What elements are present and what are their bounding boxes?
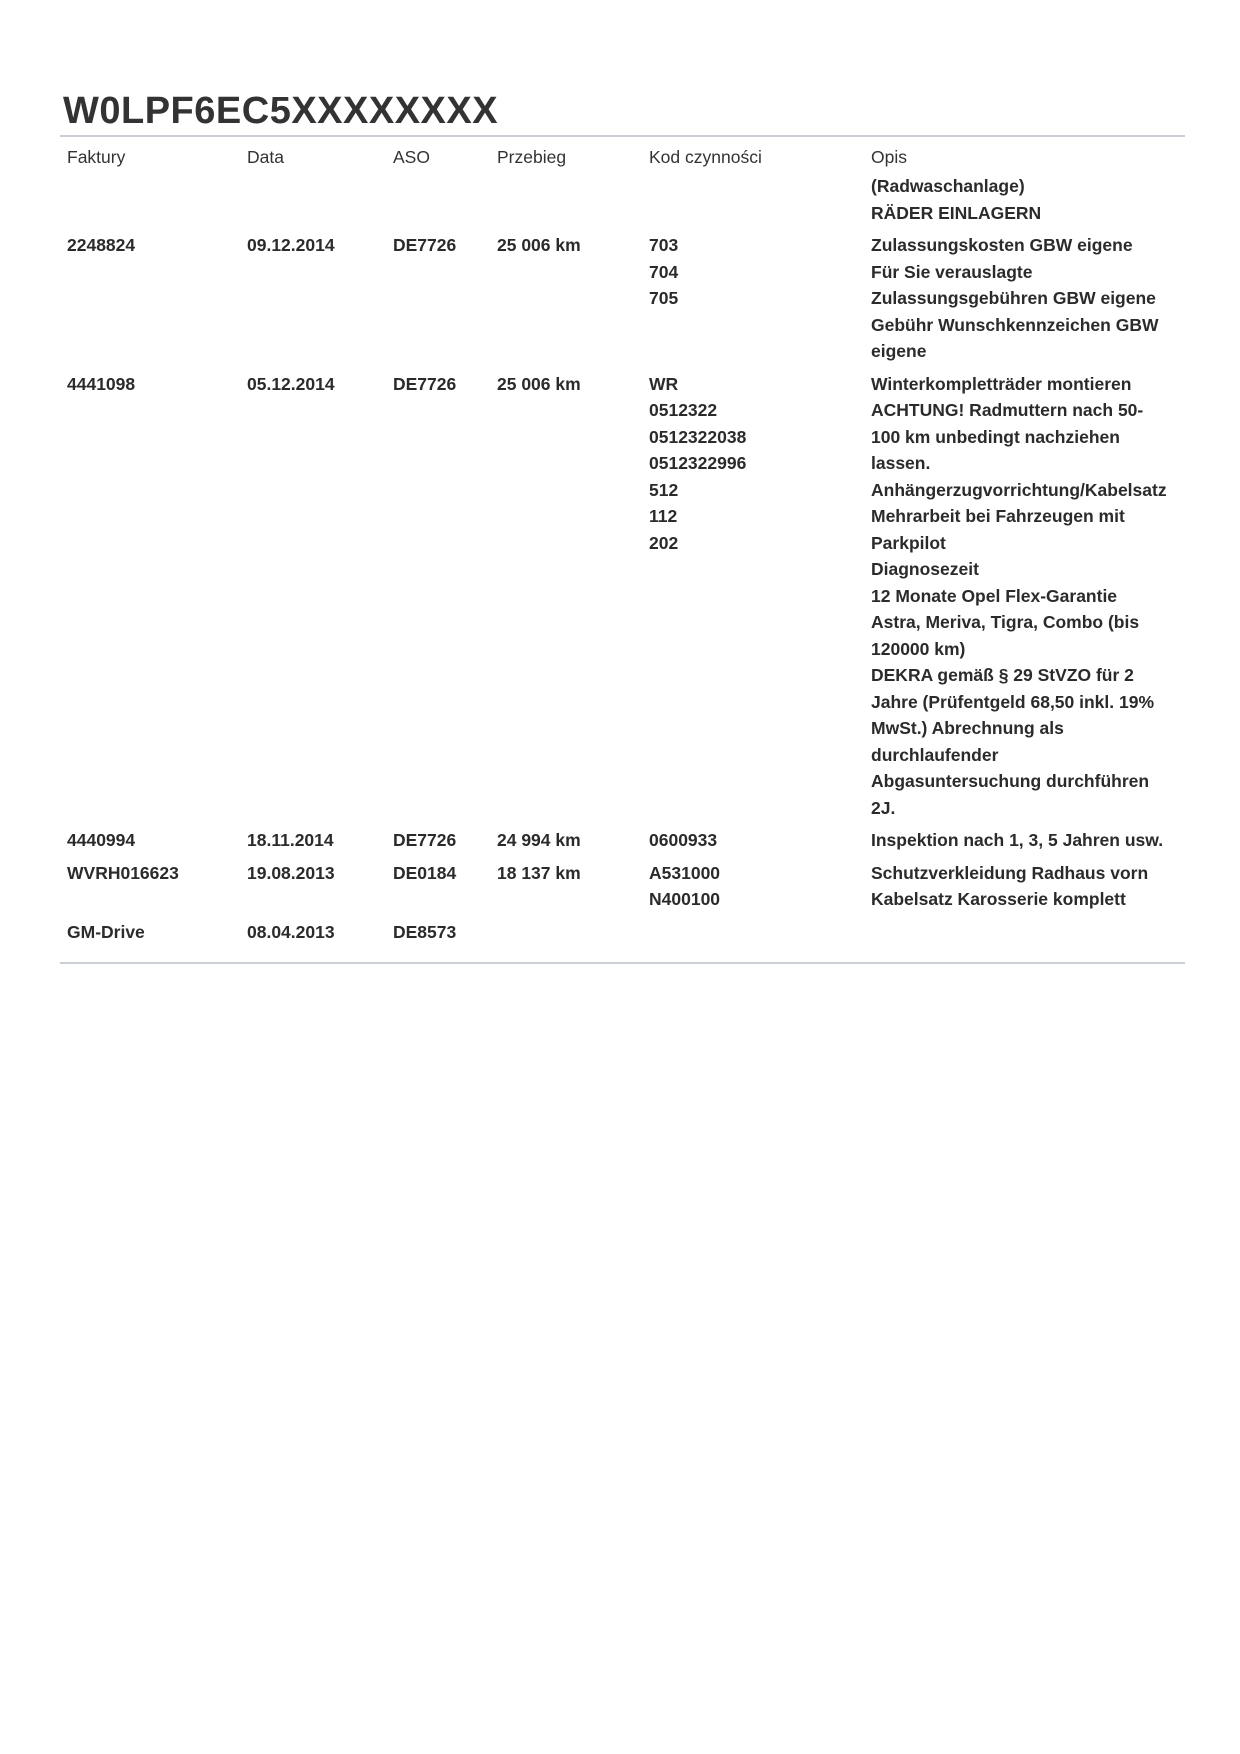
- invoice-number: GM-Drive: [67, 921, 145, 942]
- table-row: [60, 827, 1185, 854]
- opis-line: Für Sie verauslagte: [871, 261, 1033, 282]
- table-row: [60, 232, 1185, 365]
- mileage: 25 006 km: [497, 235, 581, 255]
- column-header-aso: ASO: [393, 147, 430, 167]
- opis-cell: [864, 827, 1185, 854]
- column-header-kod: Kod czynności: [649, 147, 762, 167]
- column-header-data: Data: [247, 147, 284, 167]
- operation-code: N400100: [649, 889, 721, 909]
- mileage: 25 006 km: [497, 373, 581, 394]
- operation-code: 0512322996: [649, 453, 747, 473]
- opis-line: Kabelsatz Karosserie komplett: [871, 889, 1126, 909]
- operation-code: 112: [649, 506, 678, 526]
- table-row: [60, 371, 1185, 822]
- table-body: [60, 232, 1185, 945]
- table-row: [60, 860, 1185, 913]
- dealer-code: DE7726: [393, 830, 457, 850]
- opis-line: 100 km unbedingt nachziehen: [871, 426, 1120, 447]
- opis-cell: [864, 371, 1185, 822]
- invoice-number: 2248824: [67, 235, 136, 255]
- dealer-code: DE7726: [393, 373, 457, 394]
- dealer-code: DE0184: [393, 862, 457, 883]
- footer-divider: [60, 962, 1185, 964]
- opis-line: Zulassungskosten GBW eigene: [871, 235, 1133, 255]
- operation-code: 512: [649, 479, 679, 500]
- opis-cell: [864, 860, 1185, 913]
- operation-code: 0512322038: [649, 426, 747, 447]
- operation-code: 704: [649, 261, 679, 282]
- operation-code: 202: [649, 532, 679, 553]
- operation-code: 0600933: [649, 830, 718, 850]
- vin-title: W0LPF6EC5XXXXXXXX: [63, 90, 499, 132]
- opis-line: 120000 km): [871, 638, 966, 659]
- opis-line: Gebühr Wunschkennzeichen GBW: [871, 314, 1159, 335]
- invoice-date: 09.12.2014: [247, 235, 335, 255]
- opis-line: Zulassungsgebühren GBW eigene: [871, 288, 1156, 308]
- invoice-number: WVRH016623: [67, 862, 179, 883]
- column-header-przebieg: Przebieg: [497, 147, 567, 167]
- invoice-date: 19.08.2013: [247, 862, 335, 883]
- opis-line: Parkpilot: [871, 532, 946, 553]
- opis-line: (Radwaschanlage): [871, 176, 1025, 196]
- table-row-continuation: [60, 173, 1185, 226]
- opis-line: Winterkompletträder montieren: [871, 373, 1132, 394]
- service-history-table: [60, 144, 1185, 945]
- opis-line: 12 Monate Opel Flex-Garantie: [871, 585, 1118, 606]
- opis-line: lassen.: [871, 453, 931, 473]
- opis-line: Abgasuntersuchung durchführen: [871, 771, 1150, 791]
- dealer-code: DE7726: [393, 235, 457, 255]
- invoice-number: 4441098: [67, 373, 136, 394]
- opis-line: durchlaufender: [871, 744, 999, 765]
- invoice-date: 05.12.2014: [247, 373, 335, 394]
- opis-line: Inspektion nach 1, 3, 5 Jahren usw.: [871, 830, 1164, 850]
- operation-code: 703: [649, 235, 679, 255]
- invoice-number: 4440994: [67, 830, 136, 850]
- opis-line: eigene: [871, 341, 927, 361]
- opis-line: 2J.: [871, 797, 896, 818]
- operation-code: 705: [649, 288, 679, 308]
- dealer-code: DE8573: [393, 921, 457, 942]
- operation-codes-cell: [642, 232, 864, 312]
- invoice-date: 08.04.2013: [247, 921, 335, 942]
- operation-codes-cell: [642, 827, 864, 854]
- opis-line: Diagnosezeit: [871, 559, 979, 579]
- opis-line: Anhängerzugvorrichtung/Kabelsatz: [871, 479, 1167, 500]
- opis-line: Mehrarbeit bei Fahrzeugen mit: [871, 506, 1125, 526]
- opis-line: Schutzverkleidung Radhaus vorn: [871, 862, 1149, 883]
- column-header-faktury: Faktury: [67, 147, 126, 167]
- opis-line: DEKRA gemäß § 29 StVZO für 2: [871, 665, 1134, 685]
- opis-line: Jahre (Prüfentgeld 68,50 inkl. 19%: [871, 691, 1155, 712]
- column-header-opis: Opis: [871, 147, 907, 167]
- opis-cell: [864, 232, 1185, 365]
- opis-line: MwSt.) Abrechnung als: [871, 718, 1064, 738]
- opis-line: ACHTUNG! Radmuttern nach 50-: [871, 400, 1144, 420]
- operation-code: A531000: [649, 862, 721, 883]
- opis-line: Astra, Meriva, Tigra, Combo (bis: [871, 612, 1140, 632]
- operation-codes-cell: [642, 860, 864, 913]
- invoice-date: 18.11.2014: [247, 830, 334, 850]
- opis-line: RÄDER EINLAGERN: [871, 202, 1042, 223]
- operation-code: WR: [649, 373, 679, 394]
- mileage: 24 994 km: [497, 830, 581, 850]
- header-divider: [60, 135, 1185, 137]
- table-header: [60, 144, 1185, 172]
- opis-cell: [864, 173, 1185, 226]
- mileage: 18 137 km: [497, 862, 581, 883]
- operation-code: 0512322: [649, 400, 718, 420]
- operation-codes-cell: [642, 371, 864, 557]
- table-row: [60, 919, 1185, 946]
